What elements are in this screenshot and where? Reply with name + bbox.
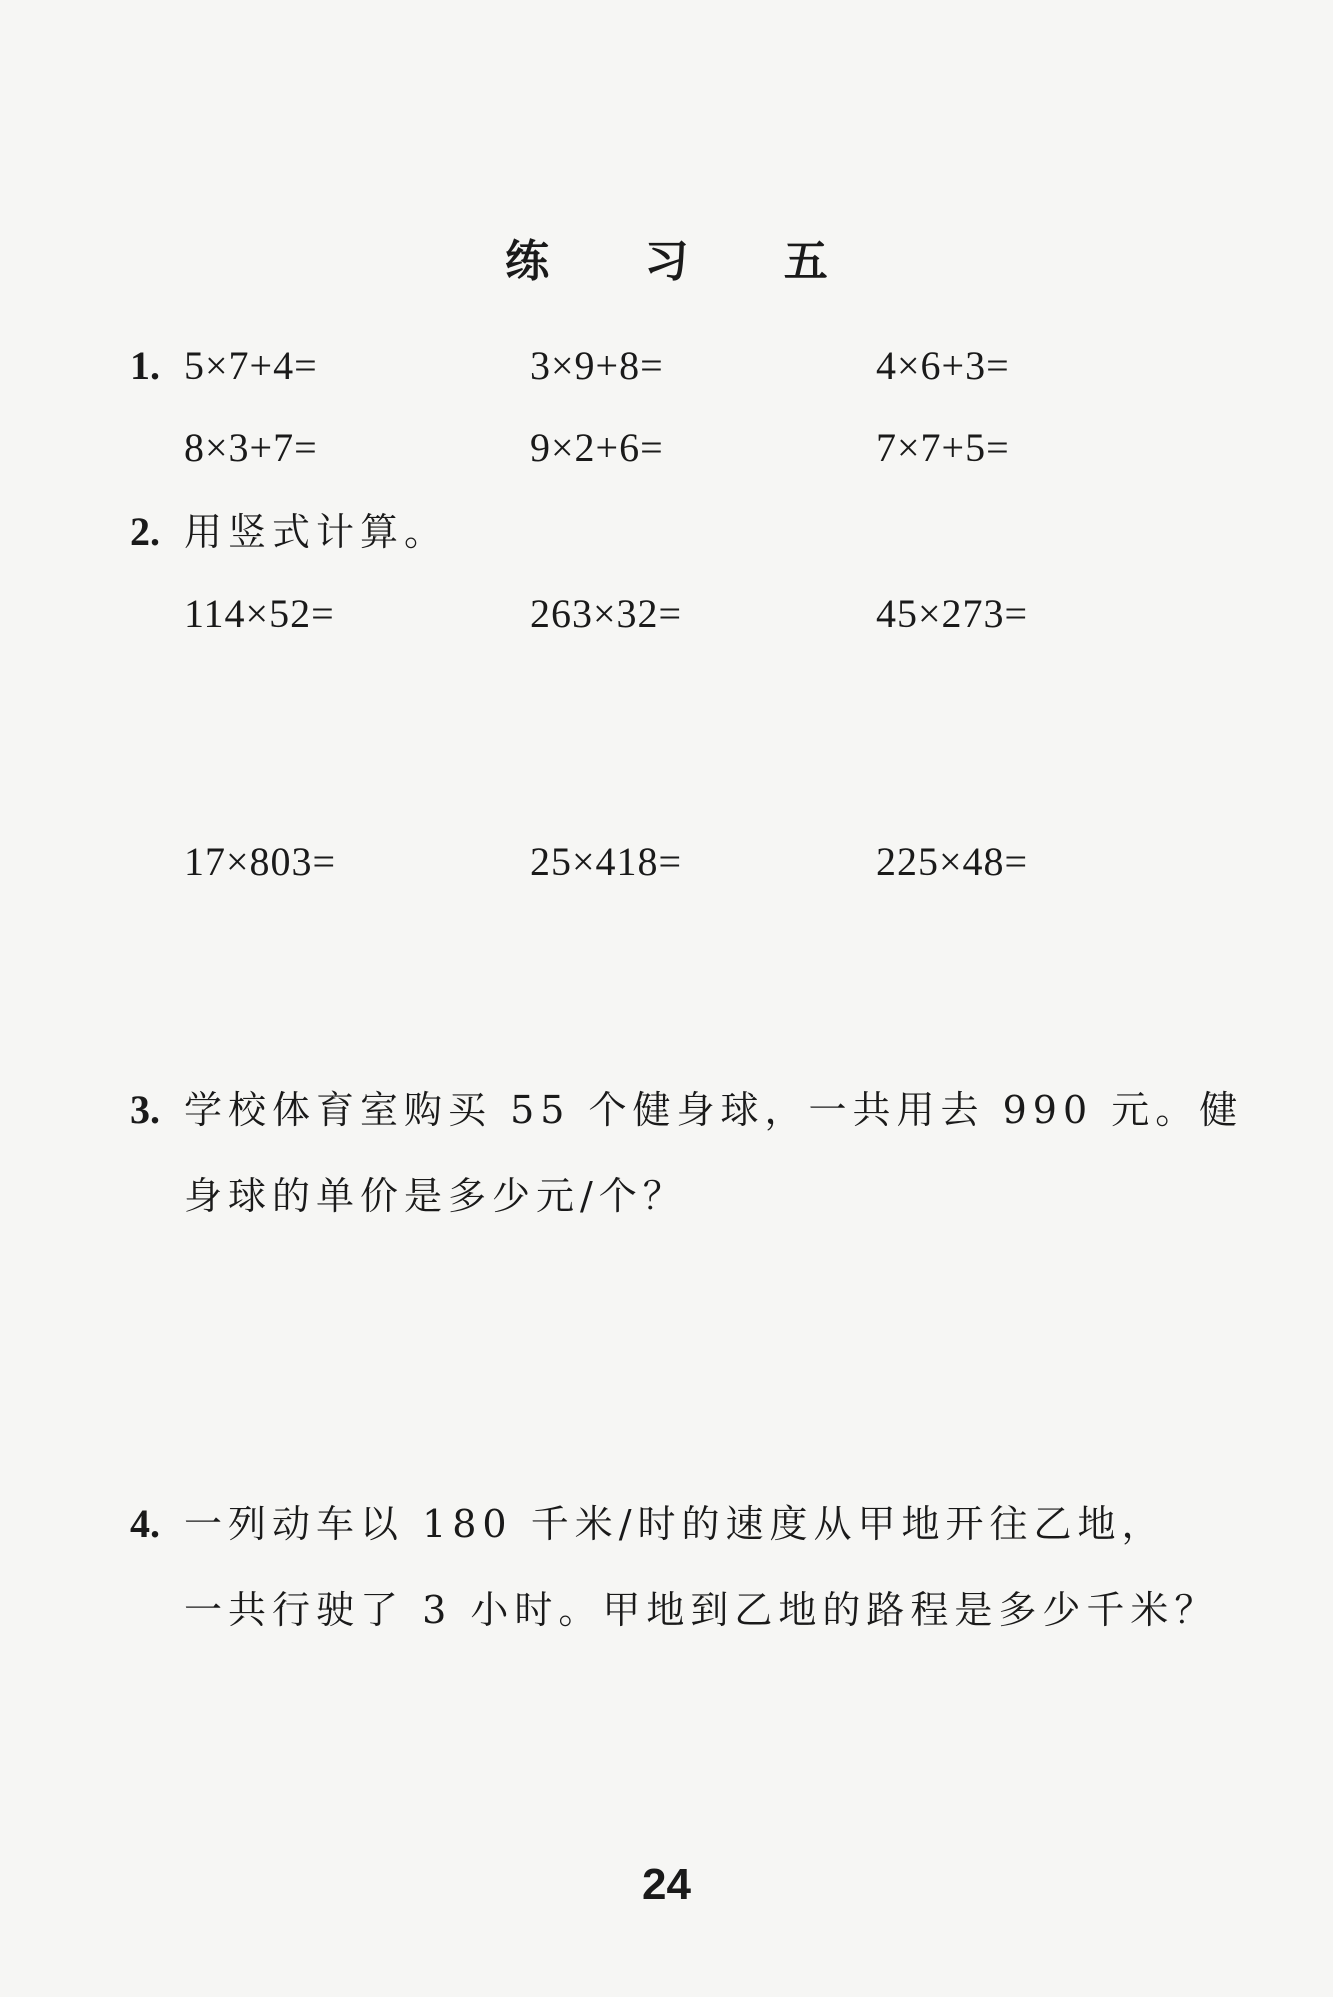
q1-expression: 3×9+8= [530, 343, 664, 388]
question-3-text-line1: 学校体育室购买 55 个健身球，一共用去 990 元。健 [184, 1088, 1244, 1132]
question-4-number: 4. [130, 1501, 160, 1546]
q2-expression: 225×48= [876, 839, 1029, 884]
question-4-text-line1: 一列动车以 180 千米/时的速度从甲地开往乙地， [184, 1502, 1166, 1546]
question-4-text-line2: 一共行驶了 3 小时。甲地到乙地的路程是多少千米？ [184, 1588, 1219, 1632]
page-number: 24 [642, 1860, 691, 1909]
q2-expression: 45×273= [876, 591, 1029, 636]
page-title: 练 习 五 [505, 236, 868, 287]
q1-expression: 7×7+5= [876, 425, 1010, 470]
question-1-number: 1. [130, 343, 160, 388]
question-2-number: 2. [130, 509, 160, 554]
q1-expression: 8×3+7= [184, 425, 318, 470]
q2-expression: 25×418= [530, 839, 683, 884]
q1-expression: 4×6+3= [876, 343, 1010, 388]
q1-expression: 9×2+6= [530, 425, 664, 470]
question-3-text-line2: 身球的单价是多少元/个？ [184, 1174, 687, 1218]
question-3-number: 3. [130, 1087, 160, 1132]
question-2-prompt: 用竖式计算。 [184, 510, 449, 554]
q2-expression: 114×52= [184, 591, 335, 636]
q2-expression: 17×803= [184, 839, 337, 884]
q2-expression: 263×32= [530, 591, 683, 636]
q1-expression: 5×7+4= [184, 343, 318, 388]
